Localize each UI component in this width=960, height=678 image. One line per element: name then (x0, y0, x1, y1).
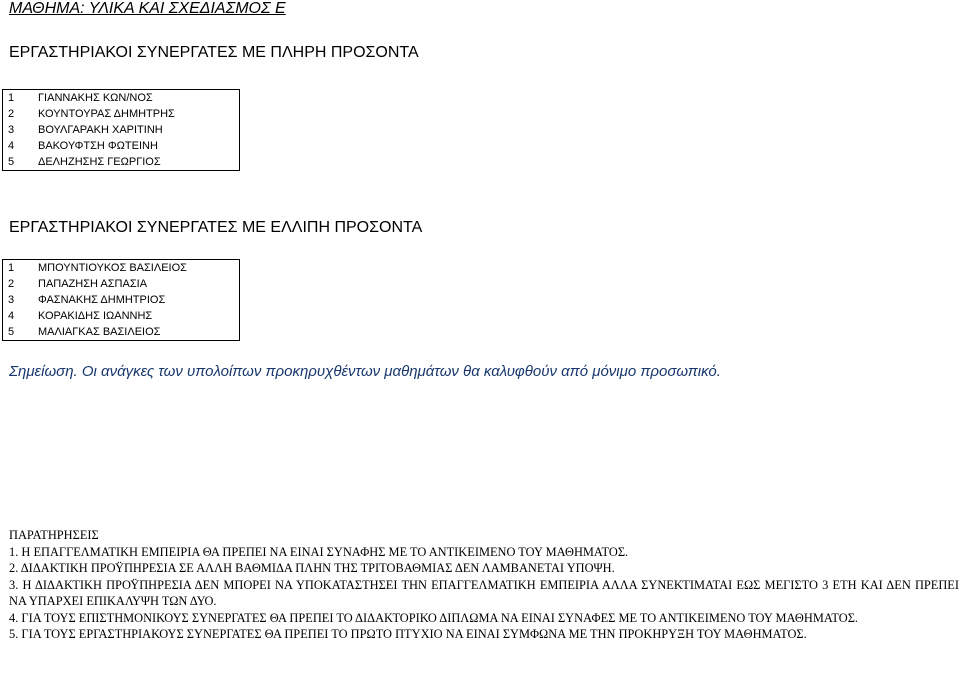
staff-name: ΠΑΠΑΖΗΣΗ ΑΣΠΑΣΙΑ (36, 276, 240, 292)
table-row (3, 138, 240, 154)
staff-name: ΚΟΥΝΤΟΥΡΑΣ ΔΗΜΗΤΡΗΣ (36, 106, 240, 122)
remark-text: ΓΙΑ ΤΟΥΣ ΕΡΓΑΣΤΗΡΙΑΚΟΥΣ ΣΥΝΕΡΓΑΤΕΣ ΘΑ ΠΡΕΠΕΙ ΤΟ ΠΡΩΤΟ ΠΤΥΧΙΟ ΝΑ ΕΙΝΑΙ ΣΥΜΦΩΝΑ ΜΕ ΤΗΝ ΠΡΟΚΗΡΥΞΗ ΤΟΥ ΜΑΘΗΜΑΤΟΣ. (21, 627, 807, 641)
row-number: 5 (3, 324, 37, 341)
remarks-heading: ΠΑΡΑΤΗΡΗΣΕΙΣ (9, 528, 99, 542)
table-row (3, 154, 240, 171)
staff-name: ΜΠΟΥΝΤΙΟΥΚΟΣ ΒΑΣΙΛΕΙΟΣ (36, 260, 240, 277)
row-number: 4 (3, 138, 37, 154)
row-number: 5 (3, 154, 37, 171)
row-number: 2 (3, 106, 37, 122)
staff-name: ΒΑΚΟΥΦΤΣΗ ΦΩΤΕΙΝΗ (36, 138, 240, 154)
remark-text: Η ΔΙΔΑΚΤΙΚΗ ΠΡΟΫΠΗΡΕΣΙΑ ΔΕΝ ΜΠΟΡΕΙ ΝΑ ΥΠΟΚΑΤΑΣΤΗΣΕΙ ΤΗΝ ΕΠΑΓΓΕΛΜΑΤΙΚΗ ΕΜΠΕΙΡΙΑ ΑΛΛΑ ΣΥΝΕΚΤΙΜΑΤΑΙ ΕΩΣ ΜΕΓΙΣΤΟ 3 ΕΤΗ ΚΑΙ ΔΕΝ ΠΡΕΠΕΙ ΝΑ ΥΠΑΡΧΕΙ ΕΠΙΚΑΛΥΨΗ ΤΩΝ ΔΥΟ. (9, 577, 959, 608)
staff-name: ΜΑΛΙΑΓΚΑΣ ΒΑΣΙΛΕΙΟΣ (36, 324, 240, 341)
table-row (3, 106, 240, 122)
row-number: 3 (3, 292, 37, 308)
row-number: 1 (3, 90, 37, 107)
remark-item (9, 610, 959, 627)
full-time-staff-table (2, 89, 240, 171)
remark-number: 4. (9, 610, 19, 625)
table-row (3, 324, 240, 341)
remark-text: ΔΙΔΑΚΤΙΚΗ ΠΡΟΫΠΗΡΕΣΙΑ ΣΕ ΑΛΛΗ ΒΑΘΜΙΔΑ ΠΛΗΝ ΤΗΣ ΤΡΙΤΟΒΑΘΜΙΑΣ ΔΕΝ ΛΑΜΒΑΝΕΤΑΙ ΥΠΟΨΗ. (20, 561, 615, 575)
table-row (3, 90, 240, 107)
table-row (3, 122, 240, 138)
remarks-section (9, 527, 959, 643)
course-title: ΜΑΘΗΜΑ: ΥΛΙΚΑ ΚΑΙ ΣΧΕΔΙΑΣΜΟΣ Ε (9, 0, 286, 17)
note-text: Σημείωση. Οι ανάγκες των υπολοίπων προκηρυχθέντων μαθημάτων θα καλυφθούν από μόνιμο προσωπικό. (9, 363, 721, 380)
staff-name: ΔΕΛΗΖΗΣΗΣ ΓΕΩΡΓΙΟΣ (36, 154, 240, 171)
table-row (3, 308, 240, 324)
remark-number: 5. (9, 627, 19, 641)
full-time-section-title: ΕΡΓΑΣΤΗΡΙΑΚΟΙ ΣΥΝΕΡΓΑΤΕΣ ΜΕ ΠΛΗΡΗ ΠΡΟΣΟΝΤΑ (9, 44, 419, 61)
remark-number: 2. (9, 561, 19, 575)
table-row (3, 260, 240, 277)
remark-item (9, 544, 959, 561)
remark-item (9, 577, 959, 610)
staff-name: ΓΙΑΝΝΑΚΗΣ ΚΩΝ/ΝΟΣ (36, 90, 240, 107)
staff-name: ΚΟΡΑΚΙΔΗΣ ΙΩΑΝΝΗΣ (36, 308, 240, 324)
remark-number: 1. (9, 544, 19, 559)
table-row (3, 276, 240, 292)
staff-name: ΒΟΥΛΓΑΡΑΚΗ ΧΑΡΙΤΙΝΗ (36, 122, 240, 138)
row-number: 4 (3, 308, 37, 324)
remark-text: Η ΕΠΑΓΓΕΛΜΑΤΙΚΗ ΕΜΠΕΙΡΙΑ ΘΑ ΠΡΕΠΕΙ ΝΑ ΕΙΝΑΙ ΣΥΝΑΦΗΣ ΜΕ ΤΟ ΑΝΤΙΚΕΙΜΕΝΟ ΤΟΥ ΜΑΘΗΜΑΤΟΣ. (21, 544, 629, 559)
remark-number: 3. (9, 577, 19, 592)
row-number: 1 (3, 260, 37, 277)
remark-item (9, 560, 959, 577)
row-number: 2 (3, 276, 37, 292)
table-row (3, 292, 240, 308)
remark-item (9, 626, 959, 643)
partial-section-title: ΕΡΓΑΣΤΗΡΙΑΚΟΙ ΣΥΝΕΡΓΑΤΕΣ ΜΕ ΕΛΛΙΠΗ ΠΡΟΣΟΝΤΑ (9, 219, 423, 236)
remark-text: ΓΙΑ ΤΟΥΣ ΕΠΙΣΤΗΜΟΝΙΚΟΥΣ ΣΥΝΕΡΓΑΤΕΣ ΘΑ ΠΡΕΠΕΙ ΤΟ ΔΙΔΑΚΤΟΡΙΚΟ ΔΙΠΛΩΜΑ ΝΑ ΕΙΝΑΙ ΣΥΝΑΦΕΣ ΜΕ ΤΟ ΑΝΤΙΚΕΙΜΕΝΟ ΤΟΥ ΜΑΘΗΜΑΤΟΣ. (21, 610, 859, 625)
staff-name: ΦΑΣΝΑΚΗΣ ΔΗΜΗΤΡΙΟΣ (36, 292, 240, 308)
partial-staff-table (2, 259, 240, 341)
row-number: 3 (3, 122, 37, 138)
